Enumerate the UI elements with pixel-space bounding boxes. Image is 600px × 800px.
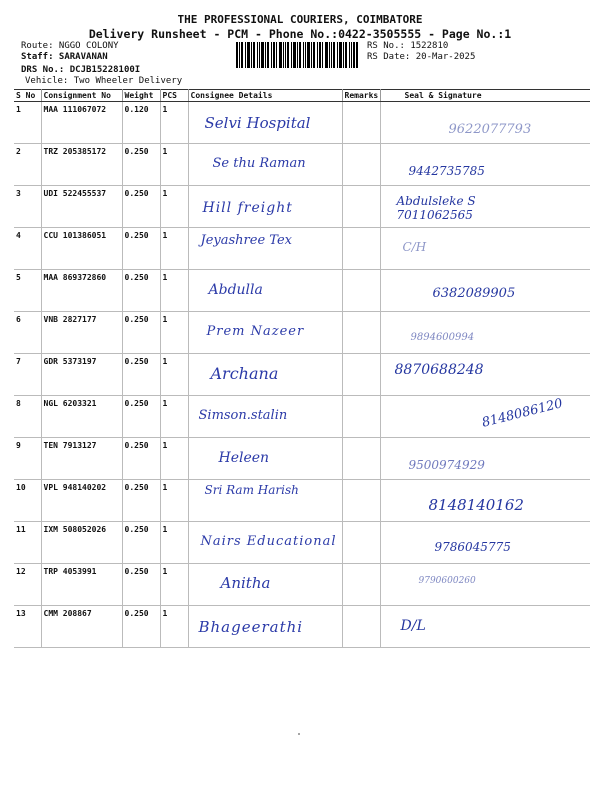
row-weight: 0.250 xyxy=(122,480,160,522)
row-consignee xyxy=(188,186,342,228)
table-row xyxy=(14,186,590,228)
row-remarks xyxy=(342,186,380,228)
row-consignee xyxy=(188,354,342,396)
signature-handwriting: 9442735785 xyxy=(408,164,485,178)
signature-handwriting: 6382089905 xyxy=(432,286,516,301)
row-sno: 3 xyxy=(14,186,41,228)
row-consignee xyxy=(188,480,342,522)
signature-handwriting: 8148140162 xyxy=(428,496,524,514)
signature-handwriting: 9622077793 xyxy=(448,122,532,137)
row-remarks xyxy=(342,480,380,522)
signature-handwriting: 8870688248 xyxy=(394,362,484,378)
row-consignee xyxy=(188,102,342,144)
row-consignee xyxy=(188,270,342,312)
row-pcs: 1 xyxy=(160,480,188,522)
row-signature xyxy=(380,396,590,438)
table-row xyxy=(14,228,590,270)
col-header-signature: Seal & Signature xyxy=(380,90,590,102)
row-pcs: 1 xyxy=(160,312,188,354)
company-title: THE PROFESSIONAL COURIERS, COIMBATORE xyxy=(177,13,423,26)
row-remarks xyxy=(342,102,380,144)
table-row xyxy=(14,480,590,522)
table-row xyxy=(14,606,590,648)
row-weight: 0.250 xyxy=(122,144,160,186)
row-weight: 0.250 xyxy=(122,606,160,648)
consignee-handwriting: Abdulla xyxy=(208,282,263,298)
route-label: Route: NGGO COLONY xyxy=(21,41,119,51)
row-remarks xyxy=(342,270,380,312)
row-consignment-no: TRP 4053991 xyxy=(41,564,122,606)
row-weight: 0.250 xyxy=(122,270,160,312)
row-consignment-no: GDR 5373197 xyxy=(41,354,122,396)
staff-label: Staff: SARAVANAN xyxy=(21,52,108,62)
row-signature xyxy=(380,438,590,480)
row-signature xyxy=(380,144,590,186)
row-pcs: 1 xyxy=(160,186,188,228)
row-signature xyxy=(380,480,590,522)
row-sno: 9 xyxy=(14,438,41,480)
table-row xyxy=(14,270,590,312)
row-pcs: 1 xyxy=(160,102,188,144)
consignee-handwriting: Simson.stalin xyxy=(198,408,288,423)
row-consignee xyxy=(188,144,342,186)
row-weight: 0.250 xyxy=(122,396,160,438)
row-weight: 0.250 xyxy=(122,522,160,564)
table-row xyxy=(14,312,590,354)
row-signature xyxy=(380,102,590,144)
row-pcs: 1 xyxy=(160,606,188,648)
row-weight: 0.250 xyxy=(122,228,160,270)
row-consignee xyxy=(188,522,342,564)
row-consignment-no: VPL 948140202 xyxy=(41,480,122,522)
row-sno: 11 xyxy=(14,522,41,564)
row-consignee xyxy=(188,312,342,354)
row-weight: 0.250 xyxy=(122,438,160,480)
row-signature xyxy=(380,228,590,270)
col-header-remarks: Remarks xyxy=(342,90,380,102)
row-sno: 5 xyxy=(14,270,41,312)
row-signature xyxy=(380,186,590,228)
row-sno: 12 xyxy=(14,564,41,606)
consignee-handwriting: Anitha xyxy=(220,574,271,592)
col-header-consignee: Consignee Details xyxy=(188,90,342,102)
consignee-handwriting: Se thu Raman xyxy=(212,156,306,171)
row-pcs: 1 xyxy=(160,228,188,270)
row-weight: 0.250 xyxy=(122,354,160,396)
row-consignment-no: VNB 2827177 xyxy=(41,312,122,354)
row-remarks xyxy=(342,228,380,270)
row-consignment-no: TEN 7913127 xyxy=(41,438,122,480)
signature-handwriting: Abdulsleke S 7011062565 xyxy=(396,194,476,222)
vehicle-label: Vehicle: Two Wheeler Delivery xyxy=(25,76,183,86)
row-pcs: 1 xyxy=(160,354,188,396)
row-pcs: 1 xyxy=(160,438,188,480)
rs-number: RS No.: 1522810 xyxy=(367,41,449,51)
runsheet-table xyxy=(14,89,590,648)
signature-handwriting: 9790600260 xyxy=(418,576,476,586)
row-sno: 2 xyxy=(14,144,41,186)
row-signature xyxy=(380,270,590,312)
table-header-row xyxy=(14,90,590,102)
row-consignment-no: IXM 508052026 xyxy=(41,522,122,564)
row-signature xyxy=(380,522,590,564)
consignee-handwriting: Selvi Hospital xyxy=(204,114,311,132)
row-consignment-no: CCU 101386051 xyxy=(41,228,122,270)
row-sno: 1 xyxy=(14,102,41,144)
row-sno: 8 xyxy=(14,396,41,438)
row-pcs: 1 xyxy=(160,144,188,186)
row-consignment-no: UDI 522455537 xyxy=(41,186,122,228)
row-sno: 10 xyxy=(14,480,41,522)
consignee-handwriting: Prem Nazeer xyxy=(206,324,305,339)
consignee-handwriting: Jeyashree Tex xyxy=(200,233,292,248)
row-weight: 0.250 xyxy=(122,312,160,354)
signature-handwriting: 8148086120 xyxy=(479,396,564,431)
table-row xyxy=(14,354,590,396)
row-weight: 0.250 xyxy=(122,186,160,228)
table-row xyxy=(14,102,590,144)
signature-handwriting: 9786045775 xyxy=(434,540,511,554)
row-signature xyxy=(380,606,590,648)
scan-speck xyxy=(298,733,300,735)
row-consignee xyxy=(188,396,342,438)
consignee-handwriting: Heleen xyxy=(218,450,270,466)
row-consignee xyxy=(188,564,342,606)
consignee-handwriting: Archana xyxy=(210,364,279,383)
row-remarks xyxy=(342,396,380,438)
row-remarks xyxy=(342,606,380,648)
row-remarks xyxy=(342,438,380,480)
row-sno: 7 xyxy=(14,354,41,396)
row-remarks xyxy=(342,354,380,396)
row-signature xyxy=(380,354,590,396)
row-signature xyxy=(380,312,590,354)
row-remarks xyxy=(342,312,380,354)
col-header-consignment: Consignment No xyxy=(41,90,122,102)
drs-number: DRS No.: DCJB15228100I xyxy=(21,65,141,75)
col-header-pcs: PCS xyxy=(160,90,188,102)
row-consignment-no: NGL 6203321 xyxy=(41,396,122,438)
row-pcs: 1 xyxy=(160,396,188,438)
row-weight: 0.250 xyxy=(122,564,160,606)
signature-handwriting: 9894600994 xyxy=(410,332,475,343)
row-remarks xyxy=(342,564,380,606)
row-pcs: 1 xyxy=(160,564,188,606)
row-consignment-no: MAA 869372860 xyxy=(41,270,122,312)
row-signature xyxy=(380,564,590,606)
row-consignment-no: TRZ 205385172 xyxy=(41,144,122,186)
table-row xyxy=(14,144,590,186)
row-sno: 13 xyxy=(14,606,41,648)
row-consignee xyxy=(188,438,342,480)
row-consignee xyxy=(188,228,342,270)
row-weight: 0.120 xyxy=(122,102,160,144)
rs-date: RS Date: 20-Mar-2025 xyxy=(367,52,476,62)
col-header-sno: S No xyxy=(14,90,41,102)
row-remarks xyxy=(342,522,380,564)
row-consignment-no: MAA 111067072 xyxy=(41,102,122,144)
consignee-handwriting: Nairs Educational xyxy=(200,534,337,549)
signature-handwriting: 9500974929 xyxy=(408,458,485,472)
row-sno: 6 xyxy=(14,312,41,354)
row-pcs: 1 xyxy=(160,522,188,564)
row-consignee xyxy=(188,606,342,648)
consignee-handwriting: Sri Ram Harish xyxy=(204,483,299,497)
row-remarks xyxy=(342,144,380,186)
row-pcs: 1 xyxy=(160,270,188,312)
consignee-handwriting: Hill freight xyxy=(202,200,293,216)
barcode-image xyxy=(236,42,358,68)
col-header-weight: Weight xyxy=(122,90,160,102)
row-consignment-no: CMM 208867 xyxy=(41,606,122,648)
consignee-handwriting: Bhageerathi xyxy=(198,618,304,636)
signature-handwriting: C/H xyxy=(402,240,427,254)
table-row xyxy=(14,522,590,564)
table-row xyxy=(14,438,590,480)
signature-handwriting: D/L xyxy=(400,618,426,634)
table-row xyxy=(14,564,590,606)
table-row xyxy=(14,396,590,438)
runsheet-subtitle: Delivery Runsheet - PCM - Phone No.:0422-3505555 - Page No.:1 xyxy=(88,27,512,41)
row-sno: 4 xyxy=(14,228,41,270)
